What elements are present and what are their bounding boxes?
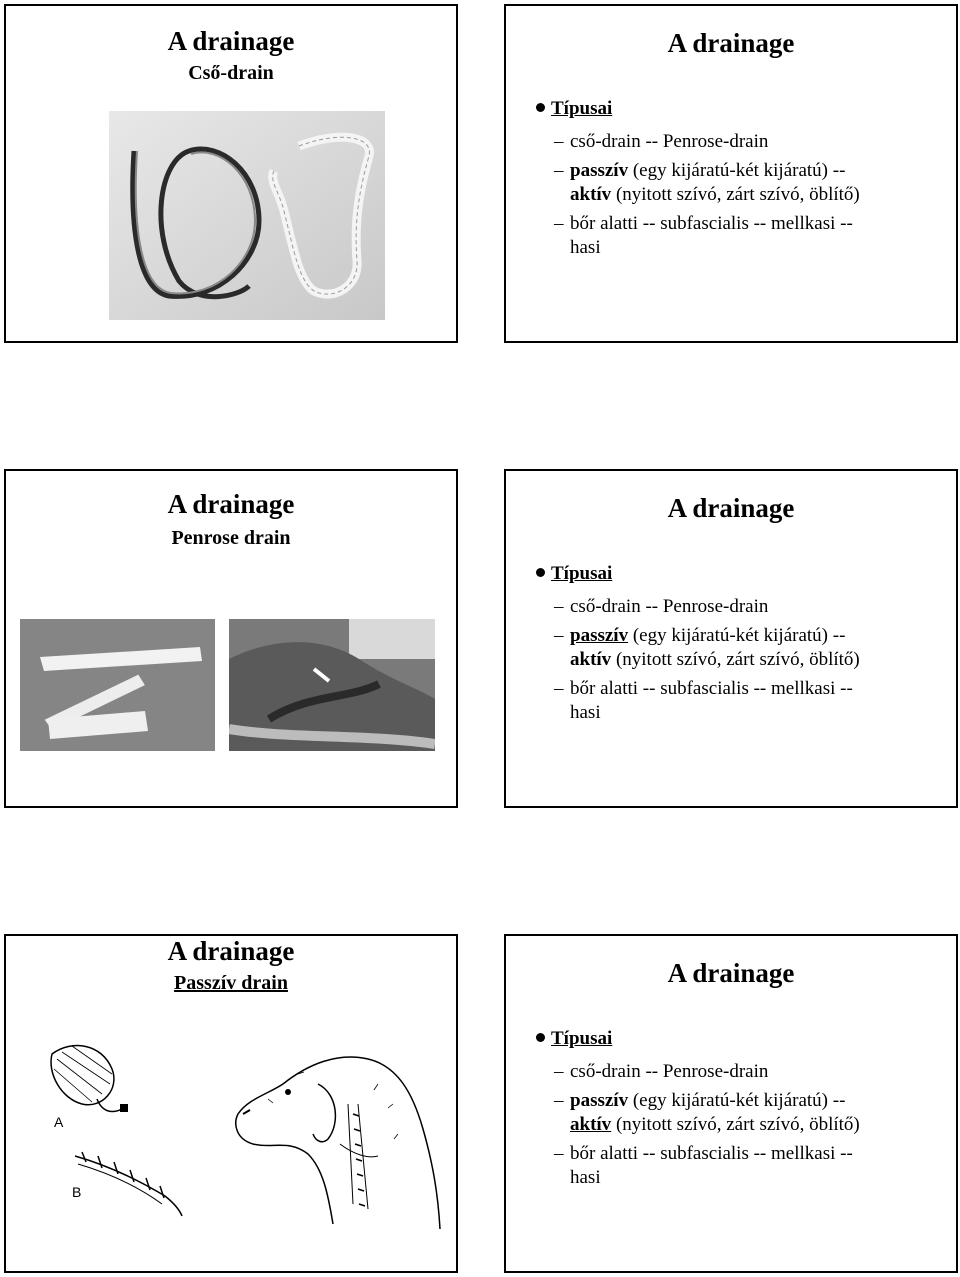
bullet-list — [554, 595, 936, 730]
penrose-drain-photo — [20, 619, 215, 751]
bullet-dot-icon — [536, 1033, 545, 1042]
list-item: – bőr alatti -- subfascialis -- mellkasi -- hasi — [554, 212, 853, 258]
slide-subtitle: Penrose drain — [171, 527, 291, 549]
bullet-heading: Típusai — [536, 1028, 612, 1050]
list-item: – bőr alatti -- subfascialis -- mellkasi -- hasi — [554, 677, 853, 723]
slide-title: A drainage — [167, 936, 295, 966]
dog-sketch — [228, 1044, 442, 1234]
slide-title: A drainage — [667, 28, 795, 58]
label-b: B — [72, 1184, 82, 1200]
slide-subtitle: Cső-drain — [188, 62, 274, 84]
bullet-dot-icon — [536, 568, 545, 577]
slide-title: A drainage — [667, 958, 795, 988]
slide-5 — [4, 934, 458, 1273]
slide-6 — [504, 934, 958, 1273]
drain-sketch-b — [70, 1146, 190, 1221]
slide-title: A drainage — [667, 493, 795, 523]
list-item: – passzív (egy kijáratú-két kijáratú) -- aktív (nyitott szívó, zárt szívó, öblítő) — [554, 159, 860, 205]
list-item: – passzív (egy kijáratú-két kijáratú) -- aktív (nyitott szívó, zárt szívó, öblítő) — [554, 1089, 860, 1135]
bullet-list — [554, 1060, 936, 1195]
slide-title: A drainage — [167, 489, 295, 519]
slide-3 — [4, 469, 458, 808]
list-item: – cső-drain -- Penrose-drain — [554, 1061, 769, 1082]
slide-subtitle: Passzív drain — [174, 972, 288, 994]
list-item: – cső-drain -- Penrose-drain — [554, 131, 769, 152]
bullet-heading: Típusai — [536, 98, 612, 120]
bullet-dot-icon — [536, 103, 545, 112]
list-item: – bőr alatti -- subfascialis -- mellkasi -- hasi — [554, 1142, 853, 1188]
tube-drain-photo — [109, 111, 385, 320]
surgery-photo — [229, 619, 435, 751]
label-a: A — [54, 1114, 64, 1130]
list-item: – passzív (egy kijáratú-két kijáratú) -- aktív (nyitott szívó, zárt szívó, öblítő) — [554, 624, 860, 670]
slide-4 — [504, 469, 958, 808]
bullet-list — [554, 130, 936, 265]
slide-title: A drainage — [167, 26, 295, 56]
slide-2 — [504, 4, 958, 343]
list-item: – cső-drain -- Penrose-drain — [554, 596, 769, 617]
bullet-heading: Típusai — [536, 563, 612, 585]
slide-1 — [4, 4, 458, 343]
